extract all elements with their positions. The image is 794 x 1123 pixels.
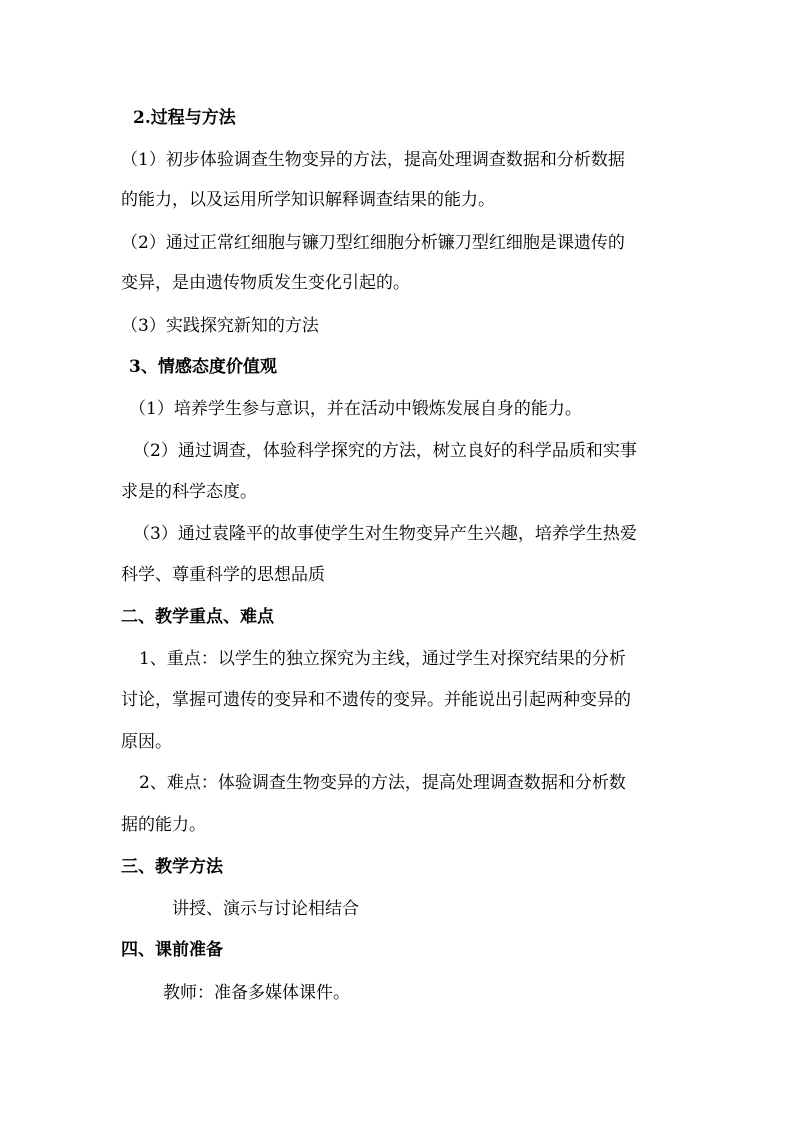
paragraph-line: 1、重点：以学生的独立探究为主线，通过学生对探究结果的分析: [139, 649, 626, 669]
paragraph-line: （3）通过袁隆平的故事使学生对生物变异产生兴趣，培养学生热爱: [133, 524, 637, 544]
section-heading-emotion-values: 3、情感态度价值观: [129, 357, 277, 377]
section-heading-preparation: 四、课前准备: [121, 940, 223, 960]
paragraph-line: 教师：准备多媒体课件。: [163, 983, 350, 1003]
paragraph-line: 变异，是由遗传物质发生变化引起的。: [121, 273, 410, 293]
paragraph-line: 据的能力。: [121, 815, 206, 835]
section-heading-teaching-method: 三、教学方法: [121, 857, 223, 877]
paragraph-line: （1）初步体验调查生物变异的方法，提高处理调查数据和分析数据: [121, 150, 625, 170]
paragraph-line: （3）实践探究新知的方法: [121, 316, 319, 336]
paragraph-line: （2）通过正常红细胞与镰刀型红细胞分析镰刀型红细胞是课遗传的: [121, 233, 625, 253]
paragraph-line: 2、难点：体验调查生物变异的方法，提高处理调查数据和分析数: [139, 773, 626, 793]
paragraph-line: （2）通过调查，体验科学探究的方法，树立良好的科学品质和实事: [133, 441, 637, 461]
paragraph-line: 讲授、演示与讨论相结合: [172, 899, 359, 919]
paragraph-line: 原因。: [121, 732, 172, 752]
paragraph-line: 的能力，以及运用所学知识解释调查结果的能力。: [121, 190, 495, 210]
paragraph-line: （1）培养学生参与意识，并在活动中锻炼发展自身的能力。: [129, 399, 582, 419]
section-heading-key-difficult: 二、教学重点、难点: [121, 607, 274, 627]
paragraph-line: 科学、尊重科学的思想品质: [121, 565, 325, 585]
section-heading-process-method: 2.过程与方法: [133, 108, 236, 128]
paragraph-line: 讨论，掌握可遗传的变异和不遗传的变异。并能说出引起两种变异的: [121, 690, 631, 710]
paragraph-line: 求是的科学态度。: [121, 482, 257, 502]
